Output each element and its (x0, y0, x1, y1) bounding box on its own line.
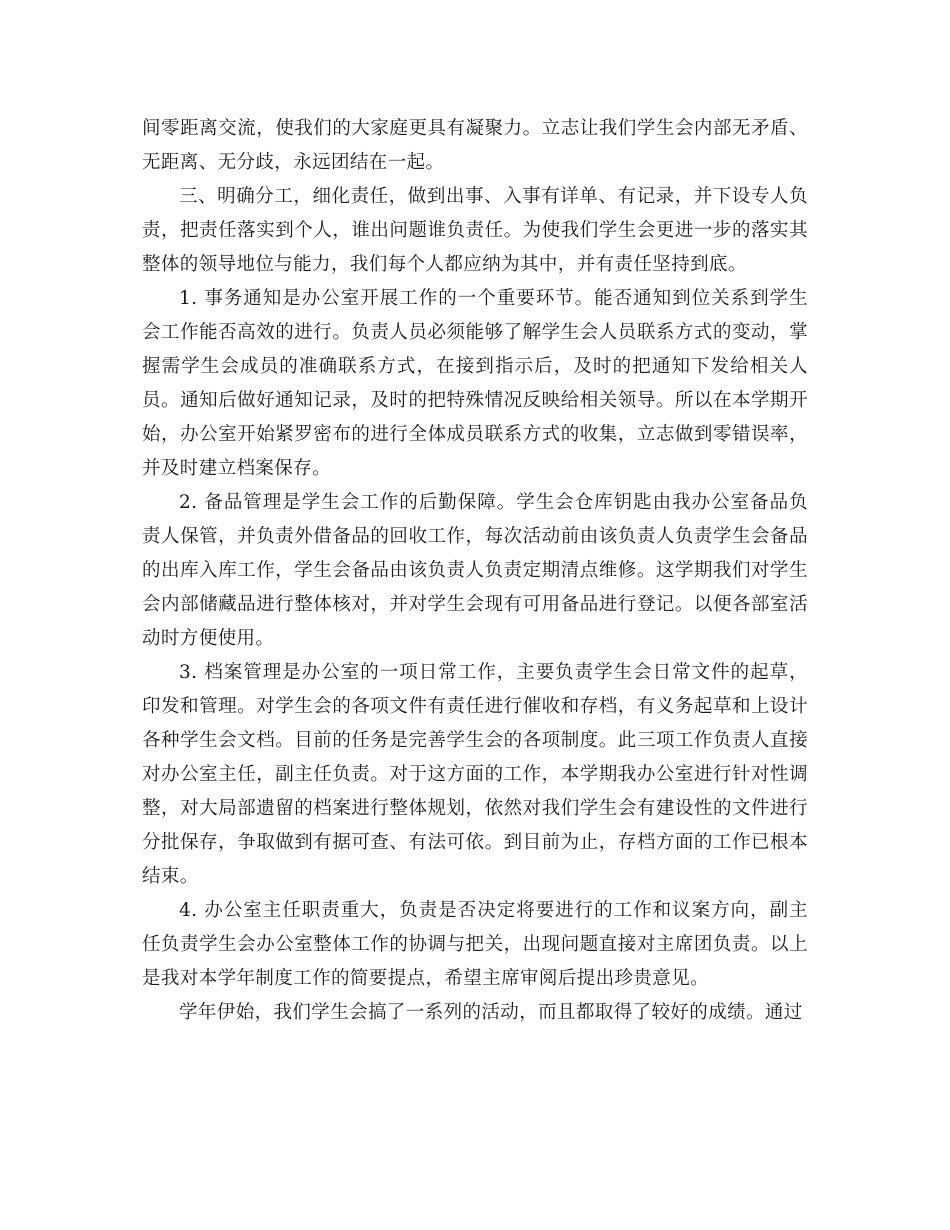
paragraph-section-three: 三、明确分工，细化责任，做到出事、入事有详单、有记录，并下设专人负责，把责任落实到个人，谁出问题谁负责任。为使我们学生会更进一步的落实其整体的领导地位与能力，我们每个人都应纳为其中，并有责任坚持到底。 (142, 186, 808, 275)
paragraph-item-3-archives: 3. 档案管理是办公室的一项日常工作，主要负责学生会日常文件的起草，印发和管理。对学生会的各项文件有责任进行催收和存档，有义务起草和上设计各种学生会文档。目前的任务是完善学生会的各项制度。此三项工作负责人直接对办公室主任，副主任负责。对于这方面的工作，本学期我办公室进行针对性调整，对大局部遗留的档案进行整体规划，依然对我们学生会有建设性的文件进行分批保存，争取做到有据可查、有法可依。到目前为止，存档方面的工作已根本结束。 (142, 662, 808, 887)
document-body (142, 112, 808, 1030)
paragraph-item-2-supplies: 2. 备品管理是学生会工作的后勤保障。学生会仓库钥匙由我办公室备品负责人保管，并负责外借备品的回收工作，每次活动前由该负责人负责学生会备品的出库入库工作，学生会备品由该负责人负责定期清点维修。这学期我们对学生会内部储藏品进行整体核对，并对学生会现有可用备品进行登记。以便各部室活动时方便使用。 (142, 492, 808, 649)
paragraph-item-4-director: 4. 办公室主任职责重大，负责是否决定将要进行的工作和议案方向，副主任负责学生会办公室整体工作的协调与把关，出现问题直接对主席团负责。以上是我对本学年制度工作的简要提点，希望主席审阅后提出珍贵意见。 (142, 900, 808, 989)
paragraph-item-1-notifications: 1. 事务通知是办公室开展工作的一个重要环节。能否通知到位关系到学生会工作能否高效的进行。负责人员必须能够了解学生会人员联系方式的变动，掌握需学生会成员的准确联系方式，在接到指示后，及时的把通知下发给相关人员。通知后做好通知记录，及时的把特殊情况反映给相关领导。所以在本学期开始，办公室开始紧罗密布的进行全体成员联系方式的收集，立志做到零错误率，并及时建立档案保存。 (142, 288, 808, 479)
paragraph-continuation: 间零距离交流，使我们的大家庭更具有凝聚力。立志让我们学生会内部无矛盾、无距离、无分歧，永远团结在一起。 (142, 118, 808, 173)
paragraph-activities: 学年伊始，我们学生会搞了一系列的活动，而且都取得了较好的成绩。通过 (179, 1002, 803, 1023)
